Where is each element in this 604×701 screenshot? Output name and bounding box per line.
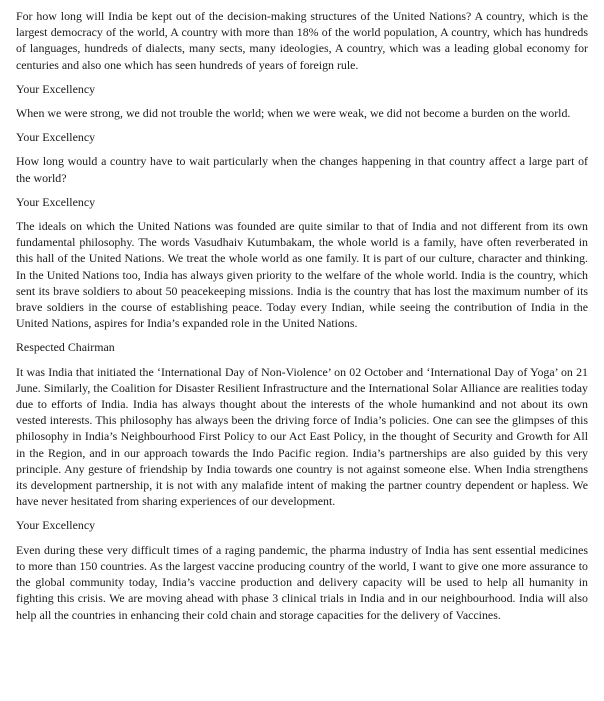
paragraph-pandemic-vaccines: Even during these very difficult times of a raging pandemic, the pharma industry of India has sent essential medicines to more than 150 countries. As the largest vaccine producing country of the world, I want to give one more assurance to the global community today, India’s vaccine production and delivery capacity will be used to help all humanity in fighting this crisis. We are moving ahead with phase 3 clinical trials in India and in our neighbourhood. India will also help all the countries in enhancing their cold chain and storage capacities for the delivery of Vaccines. xyxy=(16,542,588,622)
salutation-your-excellency: Your Excellency xyxy=(16,518,96,533)
paragraph-how-long-wait: How long would a country have to wait particularly when the changes happening in that country affect a large part of the world? xyxy=(16,154,588,185)
paragraph-india-exclusion: For how long will India be kept out of the decision-making structures of the United Nations? A country, which is the largest democracy of the world, A country with more than 18% of the world population, A country, which has hundreds of languages, hundreds of dialects, many sects, many ideologies, A country, which was a leading global economy for centuries and also one which has seen hundreds of years of foreign rule. xyxy=(16,9,588,72)
salutation-your-excellency: Your Excellency xyxy=(16,81,96,96)
salutation-respected-chairman: Respected Chairman xyxy=(16,340,115,355)
salutation-your-excellency: Your Excellency xyxy=(16,194,96,209)
salutation-your-excellency: Your Excellency xyxy=(16,130,96,145)
paragraph-international-days: It was India that initiated the ‘International Day of Non-Violence’ on 02 October and ‘International Day of Yoga’ on 21 June. Similarly, the Coalition for Disaster Resilient Infrastructure and the International Solar Alliance are realities today due to efforts of India. India has always thought about the interests of the whole humankind and not about its own vested interests. This philosophy has always been the driving force of India’s policies. One can see the glimpses of this philosophy in India’s Neighbourhood First Policy to our Act East Policy, in the thought of Security and Growth for All in the Region, and in our approach towards the Indo Pacific region. India’s partnerships are also guided by this very principle. Any gesture of friendship by India towards one country is not against someone else. When India strengthens its development partnership, it is not with any malafide intent of making the partner country dependent or hapless. We have never hesitated from sharing experiences of our development. xyxy=(16,364,588,509)
paragraph-ideals-un: The ideals on which the United Nations was founded are quite similar to that of India and not different from its own fundamental philosophy. The words Vasudhaiv Kutumbakam, the whole world is a family, have often reverberated in this hall of the United Nations. We treat the whole world as one family. It is part of our culture, character and thinking. In the United Nations too, India has always given priority to the welfare of the whole world. India is the country, which sent its brave soldiers to about 50 peacekeeping missions. India is the country that has lost the maximum number of its brave soldiers in the course of establishing peace. Today every Indian, while seeing the contribution of India in the United Nations, aspires for India’s expanded role in the United Nations. xyxy=(16,219,588,331)
paragraph-strong-weak: When we were strong, we did not trouble the world; when we were weak, we did not become a burden on the world. xyxy=(16,106,571,121)
